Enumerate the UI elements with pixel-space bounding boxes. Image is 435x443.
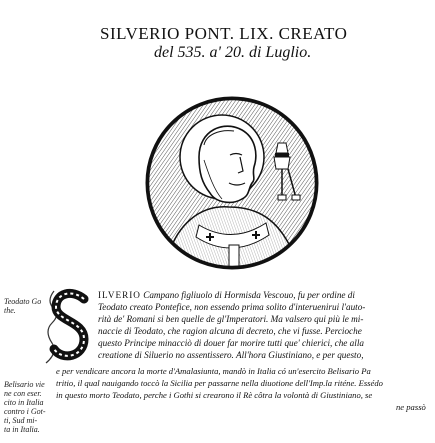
body-line-3: rità de' Romani si ben quelle de gl'Imperatori. Ma valsero qui più le mi- (98, 314, 364, 324)
decorative-initial-s (44, 287, 94, 367)
body-line-10: ne passò (396, 402, 426, 412)
body-line-8: tritio, il qual nauigando toccò la Sicilia per passarne nella diuotione dell'Imp.la riténe. Essédo (56, 378, 383, 388)
pope-portrait-woodcut (144, 95, 320, 271)
body-line-9: in questo morto Teodato, perche i Gothi si crearono il Rè côtra la volontà di Giustiniano, se (56, 390, 373, 400)
margin-note-teodato: Teodato Go the. (4, 297, 42, 315)
margin-note-line: ne con eser. (4, 389, 42, 398)
body-line-6: creatione di Siluerio no assentissero. All'hora Giustiniano, e per questo, (98, 350, 364, 360)
body-text: Campano figliuolo di Hormisda Vescouo, fu per ordine di (143, 290, 355, 300)
margin-note-line: Belisario vie (4, 380, 45, 389)
page-title: SILVERIO PONT. LIX. CREATO (100, 24, 348, 43)
margin-note-line: ti, Sud mi- (4, 416, 38, 425)
margin-note-line: contro i Got- (4, 407, 46, 416)
body-line-5: questo Principe minacciò di douer far morire tutti que' chierici, che alla (98, 338, 364, 348)
body-line-7: e per vendicare ancora la morte d'Amalasiunta, mandò in Italia có un'esercito Belisario Pa (56, 366, 371, 376)
margin-note-line: ta in Italia. (4, 425, 40, 434)
body-line-2: Teodato creato Pontefice, non essendo prima solito d'interuenirui l'auto- (98, 302, 366, 312)
margin-note-line: cito in Italia (4, 398, 44, 407)
body-line-1 (98, 290, 355, 301)
body-line-4: naccie di Teodato, che ragion alcuna di decreto, che vi fusse. Percioche (98, 326, 362, 336)
lead-word: ILVERIO (98, 290, 141, 300)
page-subtitle: del 535. a' 20. di Luglio. (154, 44, 312, 61)
margin-note-belisario (4, 380, 52, 434)
